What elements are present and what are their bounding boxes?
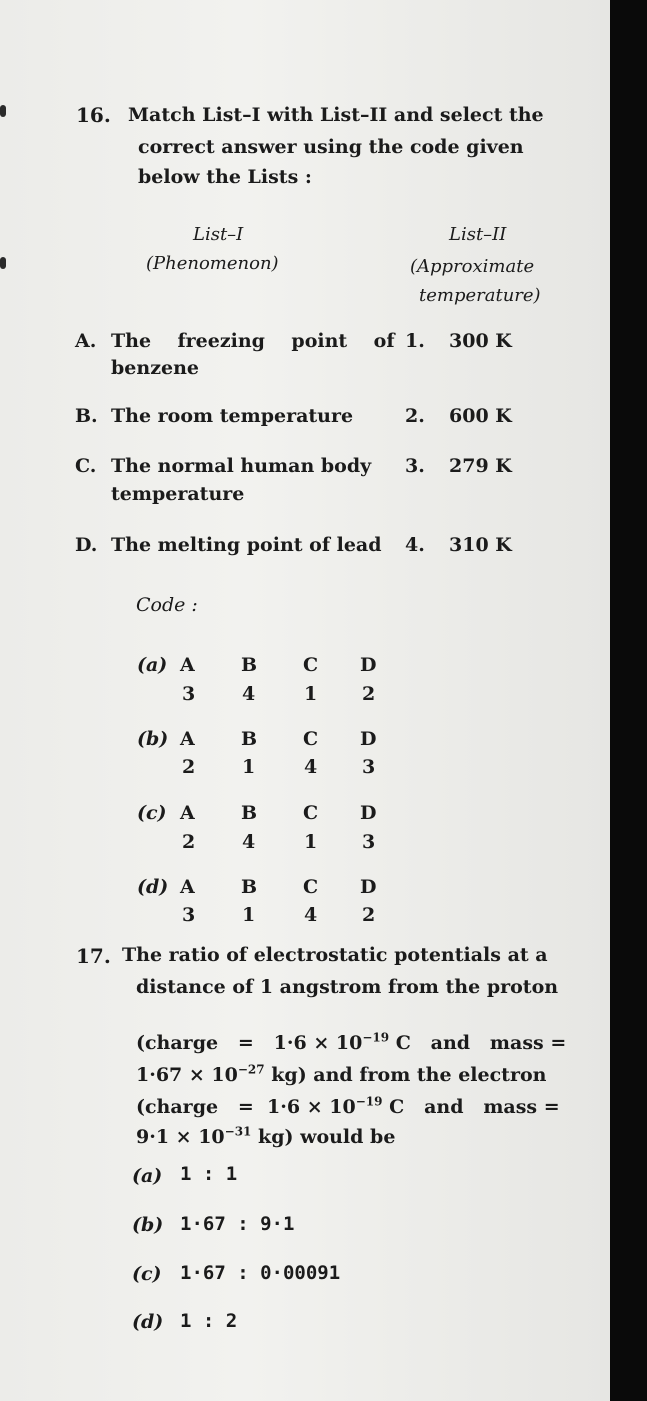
option-label: (c) xyxy=(132,1263,162,1285)
option-value: 2 xyxy=(182,756,196,778)
code-label: Code : xyxy=(136,594,198,616)
list-2-title: List–II xyxy=(449,224,507,245)
option-head: C xyxy=(303,876,319,898)
option-label: (d) xyxy=(132,1311,164,1333)
row-value: 600 K xyxy=(449,405,512,427)
row-text: The room temperature xyxy=(111,405,354,427)
row-num: 4. xyxy=(405,534,425,556)
option-value: 2 xyxy=(362,904,376,926)
option-label: (b) xyxy=(132,1214,164,1236)
row-text: The freezing point of xyxy=(111,330,395,352)
list-2-subtitle: (Approximate xyxy=(410,256,535,277)
row-num: 1. xyxy=(405,330,425,352)
option-head: C xyxy=(303,654,319,676)
option-value: 1 xyxy=(304,831,318,853)
option-head: D xyxy=(360,876,377,898)
row-value: 310 K xyxy=(449,534,512,556)
question-text-line: (charge = $1\cdot 6 \times 10^{-19}$ C and mass = xyxy=(136,1094,560,1118)
option-value: 3 xyxy=(362,831,376,853)
option-value: 1 xyxy=(242,756,256,778)
row-key: C. xyxy=(75,455,97,477)
option-head: A xyxy=(180,802,195,824)
question-text-line: The ratio of electrostatic potentials at a xyxy=(122,944,548,966)
option-text: 1·67 : 9·1 xyxy=(180,1213,295,1235)
option-label: (a) xyxy=(132,1165,163,1187)
option-text: 1 : 1 xyxy=(180,1163,238,1185)
row-value: 279 K xyxy=(449,455,512,477)
option-value: 3 xyxy=(362,756,376,778)
question-number: 17. xyxy=(76,944,111,968)
option-head: D xyxy=(360,654,377,676)
question-text-line: below the Lists : xyxy=(138,166,312,188)
option-value: 4 xyxy=(242,831,256,853)
option-value: 4 xyxy=(242,683,256,705)
option-label: (c) xyxy=(137,802,167,824)
option-value: 4 xyxy=(304,904,318,926)
question-text-line: distance of 1 angstrom from the proton xyxy=(136,976,559,998)
binding-mark xyxy=(0,257,6,269)
option-head: B xyxy=(241,654,258,676)
question-text-line: correct answer using the code given xyxy=(138,136,524,158)
row-key: A. xyxy=(75,330,97,352)
question-text-line: $1\cdot 67 \times 10^{-27}$ kg) and from the electron xyxy=(136,1062,547,1086)
row-text: benzene xyxy=(111,357,199,379)
question-text-line: Match List–I with List–II and select the xyxy=(128,104,544,126)
option-head: C xyxy=(303,802,319,824)
row-text: The melting point of lead xyxy=(111,534,382,556)
option-label: (a) xyxy=(137,654,168,676)
row-key: D. xyxy=(75,534,98,556)
option-head: D xyxy=(360,802,377,824)
row-num: 3. xyxy=(405,455,425,477)
option-value: 3 xyxy=(182,904,196,926)
option-value: 3 xyxy=(182,683,196,705)
dark-margin xyxy=(610,0,647,1401)
option-head: C xyxy=(303,728,319,750)
row-text: The normal human body xyxy=(111,455,372,477)
option-head: A xyxy=(180,876,195,898)
row-key: B. xyxy=(75,405,98,427)
option-head: A xyxy=(180,728,195,750)
option-value: 2 xyxy=(182,831,196,853)
option-head: B xyxy=(241,728,258,750)
option-head: B xyxy=(241,876,258,898)
option-head: B xyxy=(241,802,258,824)
option-label: (b) xyxy=(137,728,169,750)
row-value: 300 K xyxy=(449,330,512,352)
row-text: temperature xyxy=(111,483,245,505)
option-value: 2 xyxy=(362,683,376,705)
option-value: 4 xyxy=(304,756,318,778)
option-text: 1·67 : 0·00091 xyxy=(180,1262,341,1284)
question-text-line: $9\cdot 1 \times 10^{-31}$ kg) would be xyxy=(136,1124,396,1148)
question-number: 16. xyxy=(76,103,111,127)
option-head: A xyxy=(180,654,195,676)
row-num: 2. xyxy=(405,405,425,427)
list-1-subtitle: (Phenomenon) xyxy=(146,253,279,274)
option-text: 1 : 2 xyxy=(180,1310,238,1332)
list-2-subtitle: temperature) xyxy=(419,285,541,306)
list-1-title: List–I xyxy=(193,224,244,245)
option-label: (d) xyxy=(137,876,169,898)
option-value: 1 xyxy=(304,683,318,705)
question-text-line: (charge = $1\cdot 6 \times 10^{-19}$ C and mass = xyxy=(136,1030,567,1054)
option-value: 1 xyxy=(242,904,256,926)
option-head: D xyxy=(360,728,377,750)
binding-mark xyxy=(0,105,6,117)
